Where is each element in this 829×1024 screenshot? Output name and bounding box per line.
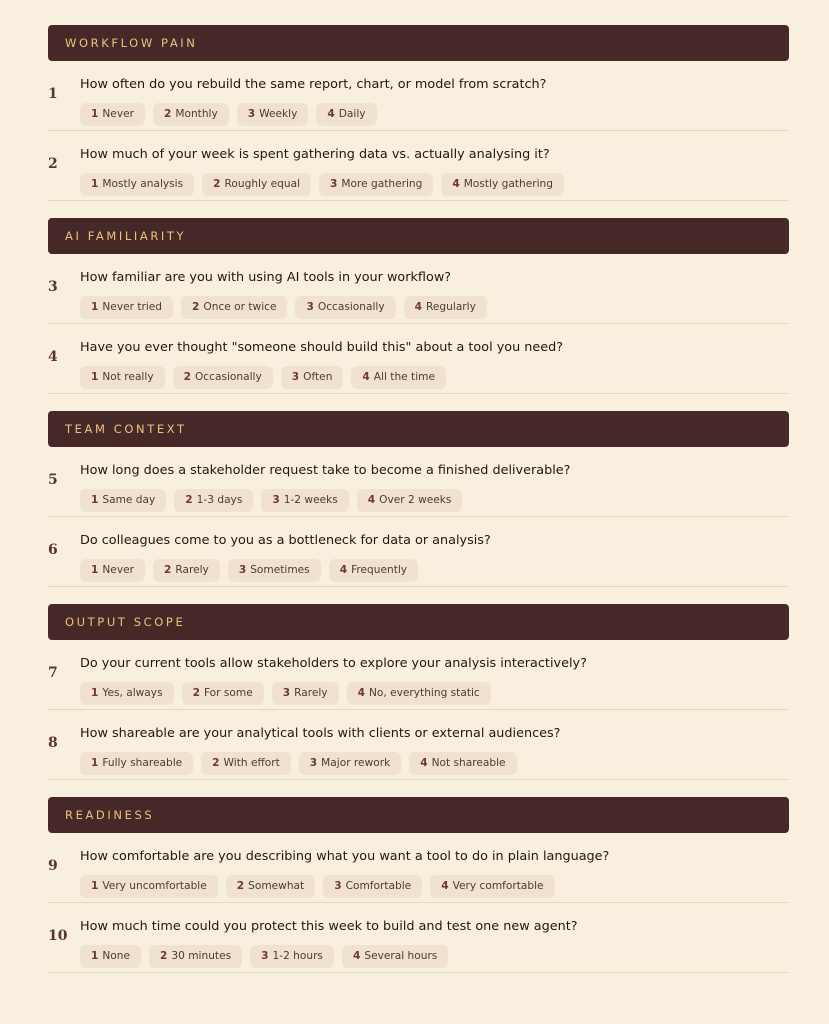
option-label: Sometimes xyxy=(250,564,310,576)
option-label: Never xyxy=(102,564,134,576)
answer-option-button[interactable] xyxy=(80,366,165,389)
answer-options xyxy=(80,296,487,319)
question-row xyxy=(48,833,789,903)
answer-option-button[interactable] xyxy=(153,559,220,582)
option-label: Roughly equal xyxy=(224,178,301,190)
section-header xyxy=(48,25,789,61)
question-number: 6 xyxy=(48,542,58,558)
option-number: 3 xyxy=(291,371,300,383)
option-label: Daily xyxy=(338,108,366,120)
answer-option-button[interactable] xyxy=(319,173,433,196)
option-label: All the time xyxy=(373,371,435,383)
option-label: 1-2 hours xyxy=(272,950,323,962)
answer-options xyxy=(80,945,448,968)
answer-options xyxy=(80,366,446,389)
question-row xyxy=(48,710,789,780)
option-label: No, everything static xyxy=(368,687,480,699)
question-row xyxy=(48,517,789,587)
option-number: 3 xyxy=(261,950,269,962)
answer-option-button[interactable] xyxy=(404,296,487,319)
section-spacer xyxy=(48,587,789,604)
option-label: Comfortable xyxy=(345,880,412,892)
question-number: 1 xyxy=(48,86,58,102)
option-number: 1 xyxy=(91,687,99,699)
option-number: 1 xyxy=(91,494,99,506)
option-number: 1 xyxy=(91,950,99,962)
question-row xyxy=(48,131,789,201)
section-title: OUTPUT SCOPE xyxy=(65,615,186,629)
answer-option-button[interactable] xyxy=(80,682,174,705)
section-spacer xyxy=(48,394,789,411)
question-row xyxy=(48,324,789,394)
option-number: 1 xyxy=(91,108,99,120)
question-row xyxy=(48,640,789,710)
answer-option-button[interactable] xyxy=(347,682,491,705)
answer-option-button[interactable] xyxy=(149,945,242,968)
option-number: 4 xyxy=(327,108,335,120)
option-label: Fully shareable xyxy=(102,757,183,769)
question-text: Do colleagues come to you as a bottleneck for data or analysis? xyxy=(80,533,491,548)
option-label: None xyxy=(102,950,131,962)
option-number: 2 xyxy=(192,687,200,699)
option-number: 2 xyxy=(160,950,168,962)
option-label: Never xyxy=(102,108,134,120)
option-number: 4 xyxy=(362,371,370,383)
answer-option-button[interactable] xyxy=(409,752,516,775)
answer-options xyxy=(80,752,517,775)
option-label: Weekly xyxy=(259,108,298,120)
answer-option-button[interactable] xyxy=(153,103,229,126)
option-number: 3 xyxy=(309,757,318,769)
option-number: 2 xyxy=(192,301,200,313)
option-label: Same day xyxy=(102,494,156,506)
answer-option-button[interactable] xyxy=(228,559,321,582)
question-row xyxy=(48,903,789,973)
option-label: Mostly gathering xyxy=(463,178,553,190)
option-label: Occasionally xyxy=(317,301,385,313)
option-label: With effort xyxy=(223,757,280,769)
option-label: Monthly xyxy=(175,108,218,120)
option-number: 2 xyxy=(185,494,193,506)
option-number: 3 xyxy=(247,108,256,120)
answer-option-button[interactable] xyxy=(329,559,418,582)
question-number: 7 xyxy=(48,665,58,681)
option-label: Very uncomfortable xyxy=(102,880,207,892)
question-text: How much of your week is spent gathering data vs. actually analysing it? xyxy=(80,147,550,162)
option-label: Occasionally xyxy=(194,371,262,383)
answer-option-button[interactable] xyxy=(272,682,339,705)
answer-option-button[interactable] xyxy=(261,489,348,512)
option-number: 2 xyxy=(213,178,221,190)
option-number: 3 xyxy=(282,687,291,699)
option-number: 2 xyxy=(183,371,191,383)
option-number: 1 xyxy=(91,371,99,383)
answer-option-button[interactable] xyxy=(357,489,463,512)
option-number: 3 xyxy=(334,880,342,892)
question-number: 2 xyxy=(48,156,58,172)
section-title: AI FAMILIARITY xyxy=(65,229,187,243)
answer-options xyxy=(80,682,491,705)
answer-option-button[interactable] xyxy=(80,945,141,968)
answer-option-button[interactable] xyxy=(441,173,564,196)
answer-option-button[interactable] xyxy=(80,875,218,898)
answer-option-button[interactable] xyxy=(181,296,287,319)
option-number: 4 xyxy=(441,880,449,892)
option-label: Not shareable xyxy=(431,757,506,769)
answer-option-button[interactable] xyxy=(299,752,401,775)
answer-option-button[interactable] xyxy=(80,296,173,319)
survey-form xyxy=(48,25,789,973)
option-label: Rarely xyxy=(175,564,209,576)
option-number: 3 xyxy=(238,564,247,576)
option-number: 4 xyxy=(352,950,361,962)
option-label: 1-3 days xyxy=(196,494,243,506)
question-row xyxy=(48,61,789,131)
answer-option-button[interactable] xyxy=(202,173,311,196)
option-label: Somewhat xyxy=(248,880,305,892)
question-number: 5 xyxy=(48,472,58,488)
option-number: 2 xyxy=(163,108,172,120)
question-text: How familiar are you with using AI tools in your workflow? xyxy=(80,270,452,285)
option-label: Not really xyxy=(102,371,154,383)
option-number: 2 xyxy=(212,757,220,769)
option-label: Over 2 weeks xyxy=(379,494,452,506)
answer-option-button[interactable] xyxy=(173,366,273,389)
option-label: More gathering xyxy=(341,178,423,190)
answer-options xyxy=(80,103,377,126)
question-number: 8 xyxy=(48,735,58,751)
answer-option-button[interactable] xyxy=(237,103,309,126)
answer-option-button[interactable] xyxy=(80,489,166,512)
option-label: Regularly xyxy=(426,301,476,313)
answer-options xyxy=(80,559,418,582)
answer-option-button[interactable] xyxy=(80,173,194,196)
option-number: 4 xyxy=(339,564,348,576)
option-label: Several hours xyxy=(364,950,438,962)
option-label: Often xyxy=(303,371,333,383)
option-number: 3 xyxy=(272,494,280,506)
answer-option-button[interactable] xyxy=(182,682,264,705)
question-row xyxy=(48,447,789,517)
section-header xyxy=(48,797,789,833)
option-number: 4 xyxy=(357,687,365,699)
section-header xyxy=(48,604,789,640)
option-number: 2 xyxy=(236,880,245,892)
option-label: Major rework xyxy=(321,757,391,769)
option-label: Frequently xyxy=(351,564,408,576)
option-number: 4 xyxy=(452,178,460,190)
option-label: Very comfortable xyxy=(452,880,544,892)
question-number: 4 xyxy=(48,349,58,365)
section-header xyxy=(48,218,789,254)
answer-options xyxy=(80,173,564,196)
option-label: Rarely xyxy=(294,687,328,699)
section-spacer xyxy=(48,201,789,218)
question-number: 9 xyxy=(48,858,58,874)
option-number: 4 xyxy=(414,301,423,313)
answer-option-button[interactable] xyxy=(430,875,554,898)
section-title: TEAM CONTEXT xyxy=(65,422,187,436)
question-row xyxy=(48,254,789,324)
option-number: 3 xyxy=(330,178,338,190)
option-number: 1 xyxy=(91,880,99,892)
option-number: 1 xyxy=(91,564,99,576)
question-number: 3 xyxy=(48,279,58,295)
option-number: 1 xyxy=(91,178,99,190)
question-text: How comfortable are you describing what you want a tool to do in plain language? xyxy=(80,849,610,864)
option-number: 1 xyxy=(91,757,99,769)
question-text: How long does a stakeholder request take to become a finished deliverable? xyxy=(80,463,571,478)
option-number: 4 xyxy=(367,494,376,506)
option-number: 2 xyxy=(163,564,172,576)
question-text: Do your current tools allow stakeholders to explore your analysis interactively? xyxy=(80,656,587,671)
answer-option-button[interactable] xyxy=(250,945,334,968)
answer-options xyxy=(80,875,555,898)
answer-options xyxy=(80,489,462,512)
answer-option-button[interactable] xyxy=(295,296,395,319)
option-label: 30 minutes xyxy=(171,950,232,962)
option-label: 1-2 weeks xyxy=(283,494,338,506)
section-header xyxy=(48,411,789,447)
answer-option-button[interactable] xyxy=(226,875,315,898)
answer-option-button[interactable] xyxy=(316,103,376,126)
section-title: READINESS xyxy=(65,808,155,822)
option-label: Yes, always xyxy=(102,687,163,699)
answer-option-button[interactable] xyxy=(80,559,145,582)
option-label: Once or twice xyxy=(203,301,277,313)
question-text: How much time could you protect this week to build and test one new agent? xyxy=(80,919,578,934)
question-text: Have you ever thought "someone should build this" about a tool you need? xyxy=(80,340,564,355)
option-number: 4 xyxy=(420,757,428,769)
answer-option-button[interactable] xyxy=(342,945,448,968)
option-label: For some xyxy=(203,687,253,699)
option-number: 3 xyxy=(306,301,314,313)
question-number: 10 xyxy=(48,928,68,944)
question-text: How often do you rebuild the same report, chart, or model from scratch? xyxy=(80,77,547,92)
question-text: How shareable are your analytical tools with clients or external audiences? xyxy=(80,726,561,741)
option-label: Never tried xyxy=(102,301,163,313)
answer-option-button[interactable] xyxy=(201,752,291,775)
option-label: Mostly analysis xyxy=(102,178,184,190)
answer-option-button[interactable] xyxy=(80,103,145,126)
answer-option-button[interactable] xyxy=(351,366,446,389)
answer-option-button[interactable] xyxy=(281,366,344,389)
answer-option-button[interactable] xyxy=(323,875,422,898)
option-number: 1 xyxy=(91,301,99,313)
answer-option-button[interactable] xyxy=(174,489,253,512)
section-spacer xyxy=(48,780,789,797)
answer-option-button[interactable] xyxy=(80,752,193,775)
section-title: WORKFLOW PAIN xyxy=(65,36,198,50)
